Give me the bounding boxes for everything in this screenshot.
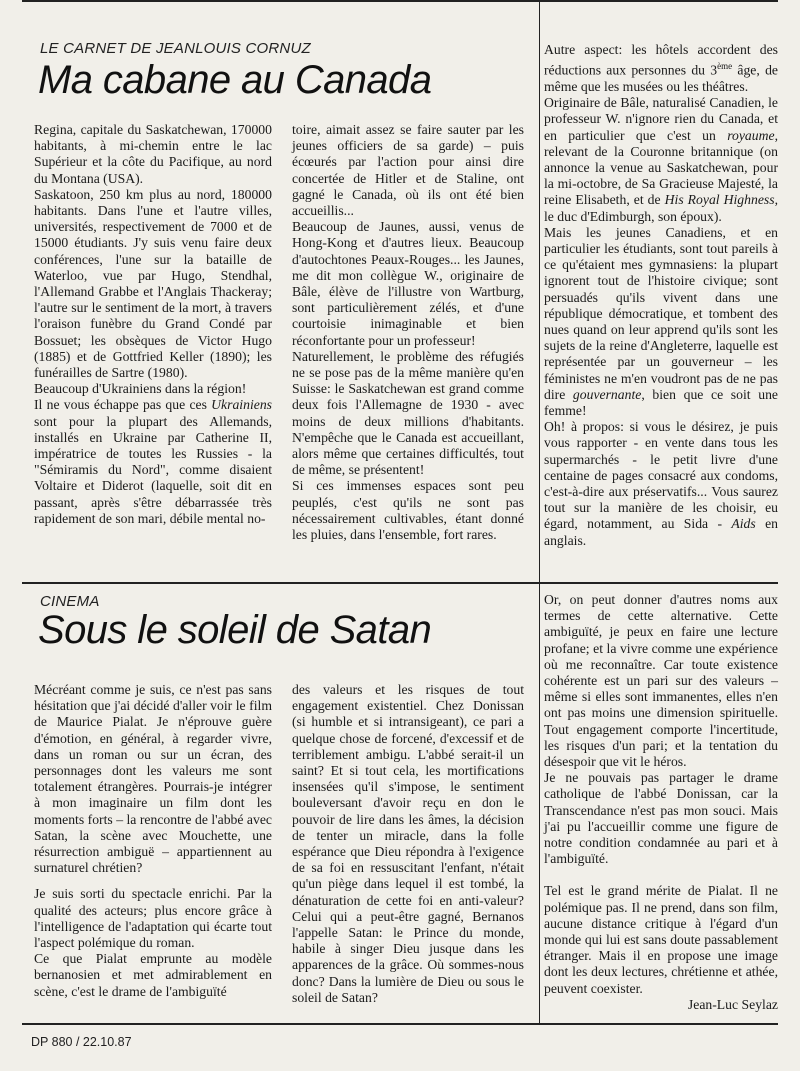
article1-title: Ma cabane au Canada — [38, 58, 432, 102]
paragraph: Autre aspect: les hôtels accordent des réductions aux personnes du 3ème âge, de même que les musées ou les théâtres. — [544, 42, 778, 94]
paragraph: Mécréant comme je suis, ce n'est pas sans hésitation que j'ai décidé d'aller voir le film de Maurice Pialat. Je n'éprouve guère d'émotion, en général, à regarder vivre, dans un roman ou sur un écran, des personnages dont les valeurs me sont totalement étrangères. Pourrais-je intégrer à mon imaginaire un film dont les moments forts – la rencontre de l'abbé avec Satan, la scène avec Mouchette, une résurrection ambiguë – appartiennent au surnaturel chrétien? — [34, 682, 272, 876]
article1-column-2 — [292, 122, 524, 543]
paragraph: Je suis sorti du spectacle enrichi. Par la qualité des acteurs; plus encore grâce à l'intelligence de l'adaptation qui écarte tout l'aspect polémique du roman. — [34, 886, 272, 951]
paragraph: Tel est le grand mérite de Pialat. Il ne polémique pas. Il ne prend, dans son film, aucune distance critique à l'égard d'un monde qui lui est sans doute passablement étranger. Mais il en propose une image dont les deux lectures, chrétienne et athée, peuvent coexister. — [544, 883, 778, 996]
paragraph: Beaucoup d'Ukrainiens dans la région! — [34, 381, 247, 397]
paragraph: Beaucoup de Jaunes, aussi, venus de Hong-Kong et d'autres lieux. Beaucoup d'autochtones Peaux-Rouges... les Jaunes, me dit mon collègue W., originaire de Bâle, élève de l'illustre von Wartburg, sont particulièrement zélés, et d'une courtoisie inimaginable et bien réconfortante pour un professeur! — [292, 219, 524, 348]
paragraph: Je ne pouvais pas partager le drame catholique de l'abbé Donissan, car la Transcendance n'est pas mon souci. Mais j'ai pu l'accueillir comme une figure de notre condition condamnée au pari et à l'ambiguïté. — [544, 770, 778, 867]
paragraph: Il ne vous échappe pas que ces Ukrainiens sont pour la plupart des Allemands, installés en Ukraine par Catherine II, impératrice de toutes les Russies - la "Sémiramis du Nord", comme disaient Voltaire et Diderot (laquelle, soit dit en passant, après s'être débarrassée très rapidement de son mari, débile mental no- — [34, 397, 272, 526]
paragraph: Ce que Pialat emprunte au modèle bernanosien et met admirablement en scène, c'est le drame de l'ambiguïté — [34, 951, 272, 999]
article1-column-3 — [544, 42, 778, 549]
paragraph: Regina, capitale du Saskatchewan, 170000 habitants, à mi-chemin entre le lac Supérieur et la côte du Pacifique, au nord du Montana (USA). — [34, 122, 272, 186]
top-rule — [22, 0, 778, 2]
article1-kicker: LE CARNET DE JEANLOUIS CORNUZ — [40, 40, 311, 57]
paragraph: Mais les jeunes Canadiens, et en particulier les étudiants, sont tout pareils à ce qu'étaient mes gymnasiens: la plupart ignorent tout de l'histoire civique; sont persuadés qu'ils vivent dans une république démocratique, et tombent des nues quand on leur apprend qu'ils sont les sujets de la reine d'Angleterre, laquelle est représentée par un gouverneur – les féministes ne m'en voudront pas de ne pas dire gouvernante, bien que ce soit une femme! — [544, 224, 778, 419]
paragraph: des valeurs et les risques de tout engagement existentiel. Chez Donissan (si humble et si intransigeant), ce pari a quelque chose de forcené, d'excessif et de terriblement ambigu. L'abbé serait-il un saint? Et si tout cela, les mortifications insensées qu'il s'impose, le sentiment bouleversant d'avoir reçu en don le pouvoir de lire dans les âmes, la décision de tenter un miracle, dans la folle espérance que Dieu répondra à l'exigence de sa foi en ressuscitant l'enfant, n'était qu'un piège dans lequel il est tombé, la dénaturation de cette foi en anti-valeur? Celui qui a peut-être gagné, Bernanos l'appelle Satan: le Prince du monde, habile à singer Dieu jusque dans les apparences de la grâce. Où sommes-nous donc? Dans la lumière de Dieu ou sous le soleil de Satan? — [292, 682, 524, 1005]
paragraph: Originaire de Bâle, naturalisé Canadien, le professeur W. n'ignore rien du Canada, et en particulier que c'est un royaume, relevant de la Couronne britannique (on annonce la venue au Saskatchewan, pour la mi-octobre, de Sa Gracieuse Majesté, la reine Elisabeth, et de His Royal Highness, le duc d'Edimburgh, son époux). — [544, 95, 778, 224]
author-signature: Jean-Luc Seylaz — [687, 996, 778, 1012]
paragraph: Or, on peut donner d'autres noms aux termes de cette alternative. Cette ambiguïté, je peux en faire une lecture profane; et la vivre comme une expérience où me reconnaître. Car toute existence cohérente est un pari sur des valeurs – même si elles sont immanentes, elles n'en ont pas moins une dimension spirituelle. Tout engagement comporte l'incertitude, les risques d'un pari; et la tentation du désespoir que vit le héros. — [544, 592, 778, 770]
paragraph: toire, aimait assez se faire sauter par les jeunes officiers de sa garde) – puis écœurés par l'action pour ainsi dire concertée de Hitler et de Staline, ont gagné le Canada, où ils ont été bien accueillis... — [292, 122, 524, 219]
issue-footer: DP 880 / 22.10.87 — [31, 1035, 132, 1049]
article1-column-1 — [34, 122, 272, 527]
article2-column-1 — [34, 682, 272, 1000]
article2-title: Sous le soleil de Satan — [38, 608, 432, 652]
article2-kicker: CINEMA — [40, 593, 100, 610]
article-divider — [22, 582, 778, 584]
paragraph: Oh! à propos: si vous le désirez, je puis vous rapporter - en vente dans tous les supermarchés - le petit livre d'une centaine de pages consacré aux condoms, c'est-à-dire aux préservatifs... Vous saurez tout sur la manière de les choisir, eu égard, notamment, au Sida - Aids en anglais. — [544, 419, 779, 548]
column-rule — [539, 0, 540, 1024]
article2-column-2 — [292, 682, 524, 1006]
paragraph: Si ces immenses espaces sont peu peuplés, c'est qu'ils ne sont pas nécessairement cultivables, étant donné les pluies, dans l'ensemble, fort rares. — [292, 478, 524, 543]
paragraph: Saskatoon, 250 km plus au nord, 180000 habitants. Dans l'une et l'autre villes, universités, respectivement de 7000 et de 15000 étudiants. J'y suis venu faire deux conférences, l'une sur la bataille de Waterloo, vue par Hugo, Stendhal, l'Allemand Grabbe et l'Anglais Thackeray; l'autre sur le sentiment de la mort, à travers l'oraison funèbre du Grand Condé par Bossuet; les obsèques de Victor Hugo (1885) et de Gottfried Keller (1890); les funérailles de Sartre (1980). — [34, 186, 272, 381]
paragraph: Naturellement, le problème des réfugiés ne se pose pas de la même manière qu'en Suisse: le Saskatchewan est grand comme deux fois l'Allemagne de 1930 - avec moins de deux millions d'habitants. N'empêche que le Canada est accueillant, alors même que certaines difficultés, tout de même, se présentent! — [292, 348, 524, 478]
article2-column-3 — [544, 592, 778, 1013]
bottom-rule — [22, 1023, 778, 1025]
